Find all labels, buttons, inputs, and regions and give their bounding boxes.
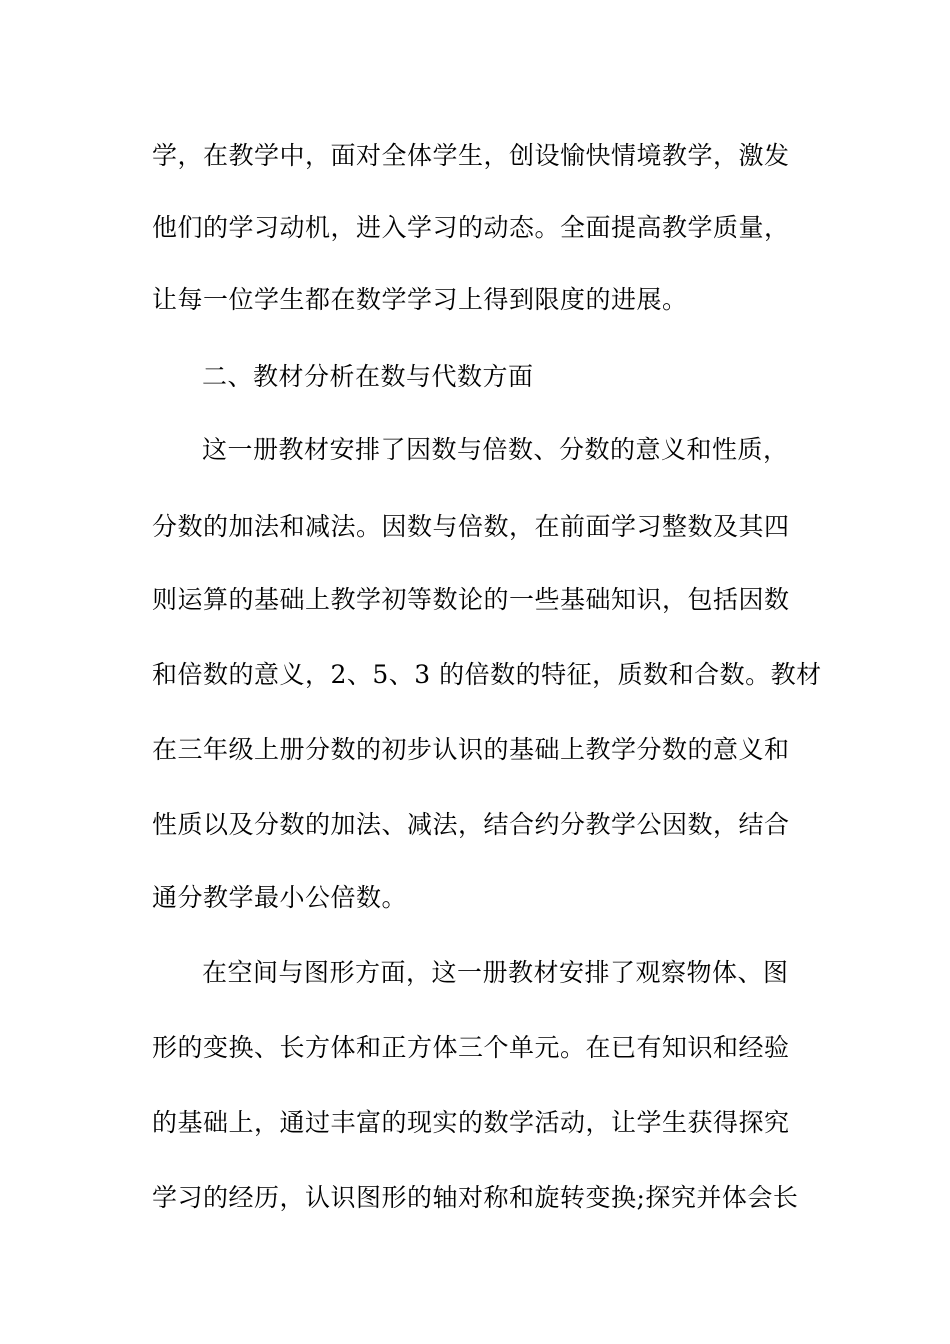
text-line: 的基础上，通过丰富的现实的数学活动，让学生获得探究 [152, 1108, 790, 1137]
text-line: 学，在教学中，面对全体学生，创设愉快情境教学，激发 [152, 141, 790, 170]
text-line: 形的变换、长方体和正方体三个单元。在已有知识和经验 [152, 1033, 790, 1062]
text-line: 在三年级上册分数的初步认识的基础上教学分数的意义和 [152, 735, 790, 764]
paragraph-start-line: 这一册教材安排了因数与倍数、分数的意义和性质， [202, 435, 789, 464]
text-line: 学习的经历，认识图形的轴对称和旋转变换;探究并体会长 [152, 1183, 799, 1212]
text-line: 则运算的基础上教学初等数论的一些基础知识，包括因数 [152, 585, 790, 614]
text-line: 和倍数的意义，2、5、3 的倍数的特征，质数和合数。教材 [152, 660, 822, 689]
paragraph-start-line: 在空间与图形方面，这一册教材安排了观察物体、图 [202, 958, 789, 987]
text-line: 通分教学最小公倍数。 [152, 883, 408, 912]
section-heading: 二、教材分析在数与代数方面 [202, 362, 534, 391]
text-line: 他们的学习动机，进入学习的动态。全面提高教学质量， [152, 213, 790, 242]
text-line: 让每一位学生都在数学学习上得到限度的进展。 [152, 285, 688, 314]
text-line: 性质以及分数的加法、减法，结合约分教学公因数，结合 [152, 810, 790, 839]
text-line: 分数的加法和减法。因数与倍数，在前面学习整数及其四 [152, 512, 790, 541]
